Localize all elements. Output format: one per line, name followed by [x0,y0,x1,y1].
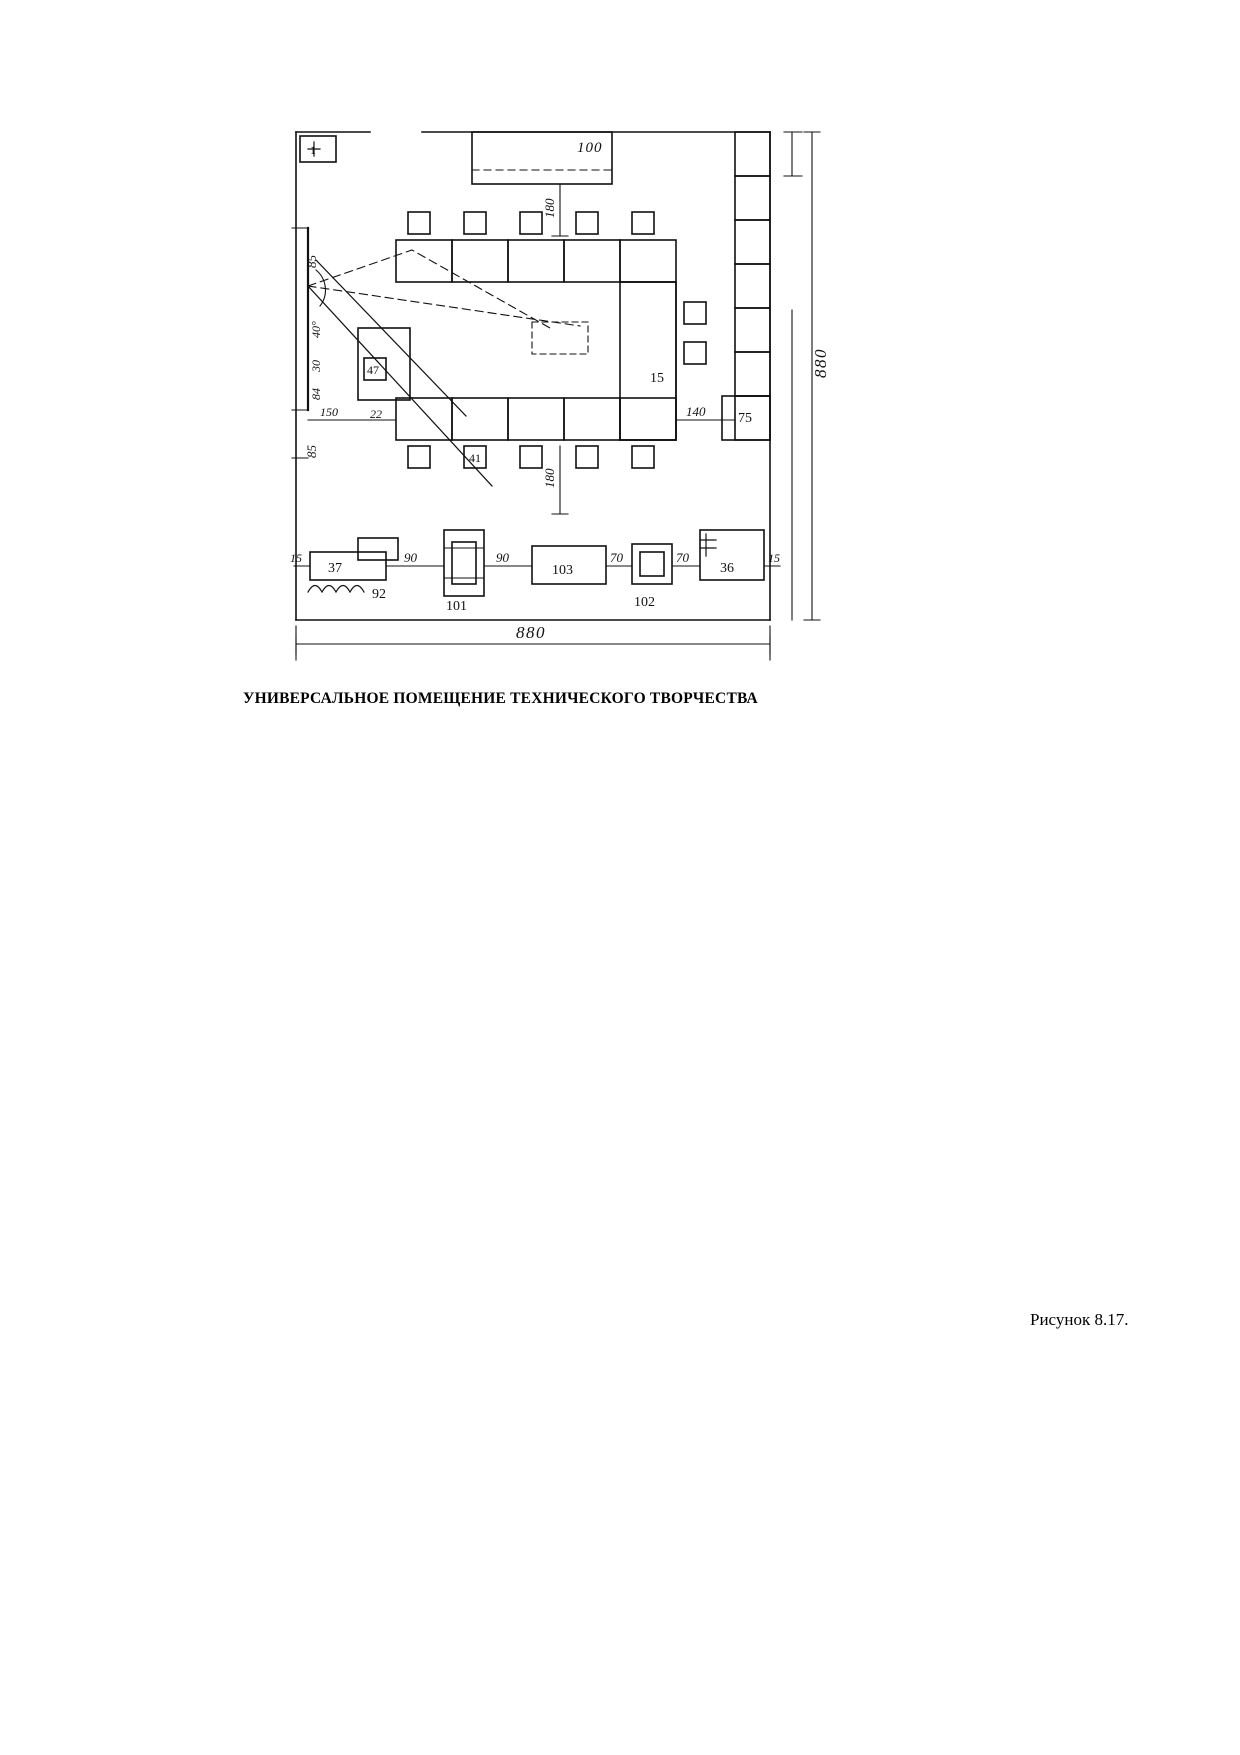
label-dim-85-lower: 85 [304,445,319,458]
label-dim-150: 150 [320,405,338,419]
label-dim-70-b: 70 [676,550,689,565]
left-screen-and-sightlines [308,228,580,486]
label-eq-37: 37 [328,561,342,576]
label-dim-180-bottom: 180 [542,468,557,488]
label-dim-140: 140 [686,404,706,419]
label-dim-40deg: 40° [309,321,323,338]
label-dim-85-upper: 85 [304,255,319,268]
label-eq-15: 15 [650,371,664,386]
label-eq-103: 103 [552,563,573,578]
label-dim-90-a: 90 [404,550,417,565]
stool-row-bottom [408,446,654,468]
floor-plan-drawing [280,110,860,680]
label-eq-92: 92 [372,587,386,602]
label-eq-102: 102 [634,595,655,610]
floor-plan-figure [280,110,860,680]
label-dim-880-right: 880 [811,348,830,378]
label-dim-22: 22 [370,407,382,421]
label-dim-70-a: 70 [610,550,623,565]
label-dim-880-bottom: 880 [516,623,546,642]
label-dim-84: 84 [309,388,323,400]
right-cabinet-run-75 [722,132,770,440]
central-table-group [396,240,676,440]
figure-number: Рисунок 8.17. [1030,1310,1129,1329]
stool-row-top [408,212,654,234]
figure-caption: УНИВЕРСАЛЬНОЕ ПОМЕЩЕНИЕ ТЕХНИЧЕСКОГО ТВОРЧЕСТВА [243,690,758,707]
label-eq-1: 1 [310,143,316,157]
label-dim-30: 30 [309,360,323,372]
label-dim-15-right: 15 [768,551,780,565]
label-dim-15-left: 15 [290,551,302,565]
label-dim-180-top: 180 [542,198,557,218]
label-eq-101: 101 [446,599,467,614]
label-eq-75: 75 [738,411,752,426]
label-dim-top-100: 100 [577,140,603,156]
label-dim-90-b: 90 [496,550,509,565]
label-eq-41: 41 [469,451,481,465]
stool-right-side [684,302,706,364]
entry-symbol [300,136,336,162]
label-eq-36: 36 [720,561,734,576]
label-eq-47: 47 [367,363,379,377]
